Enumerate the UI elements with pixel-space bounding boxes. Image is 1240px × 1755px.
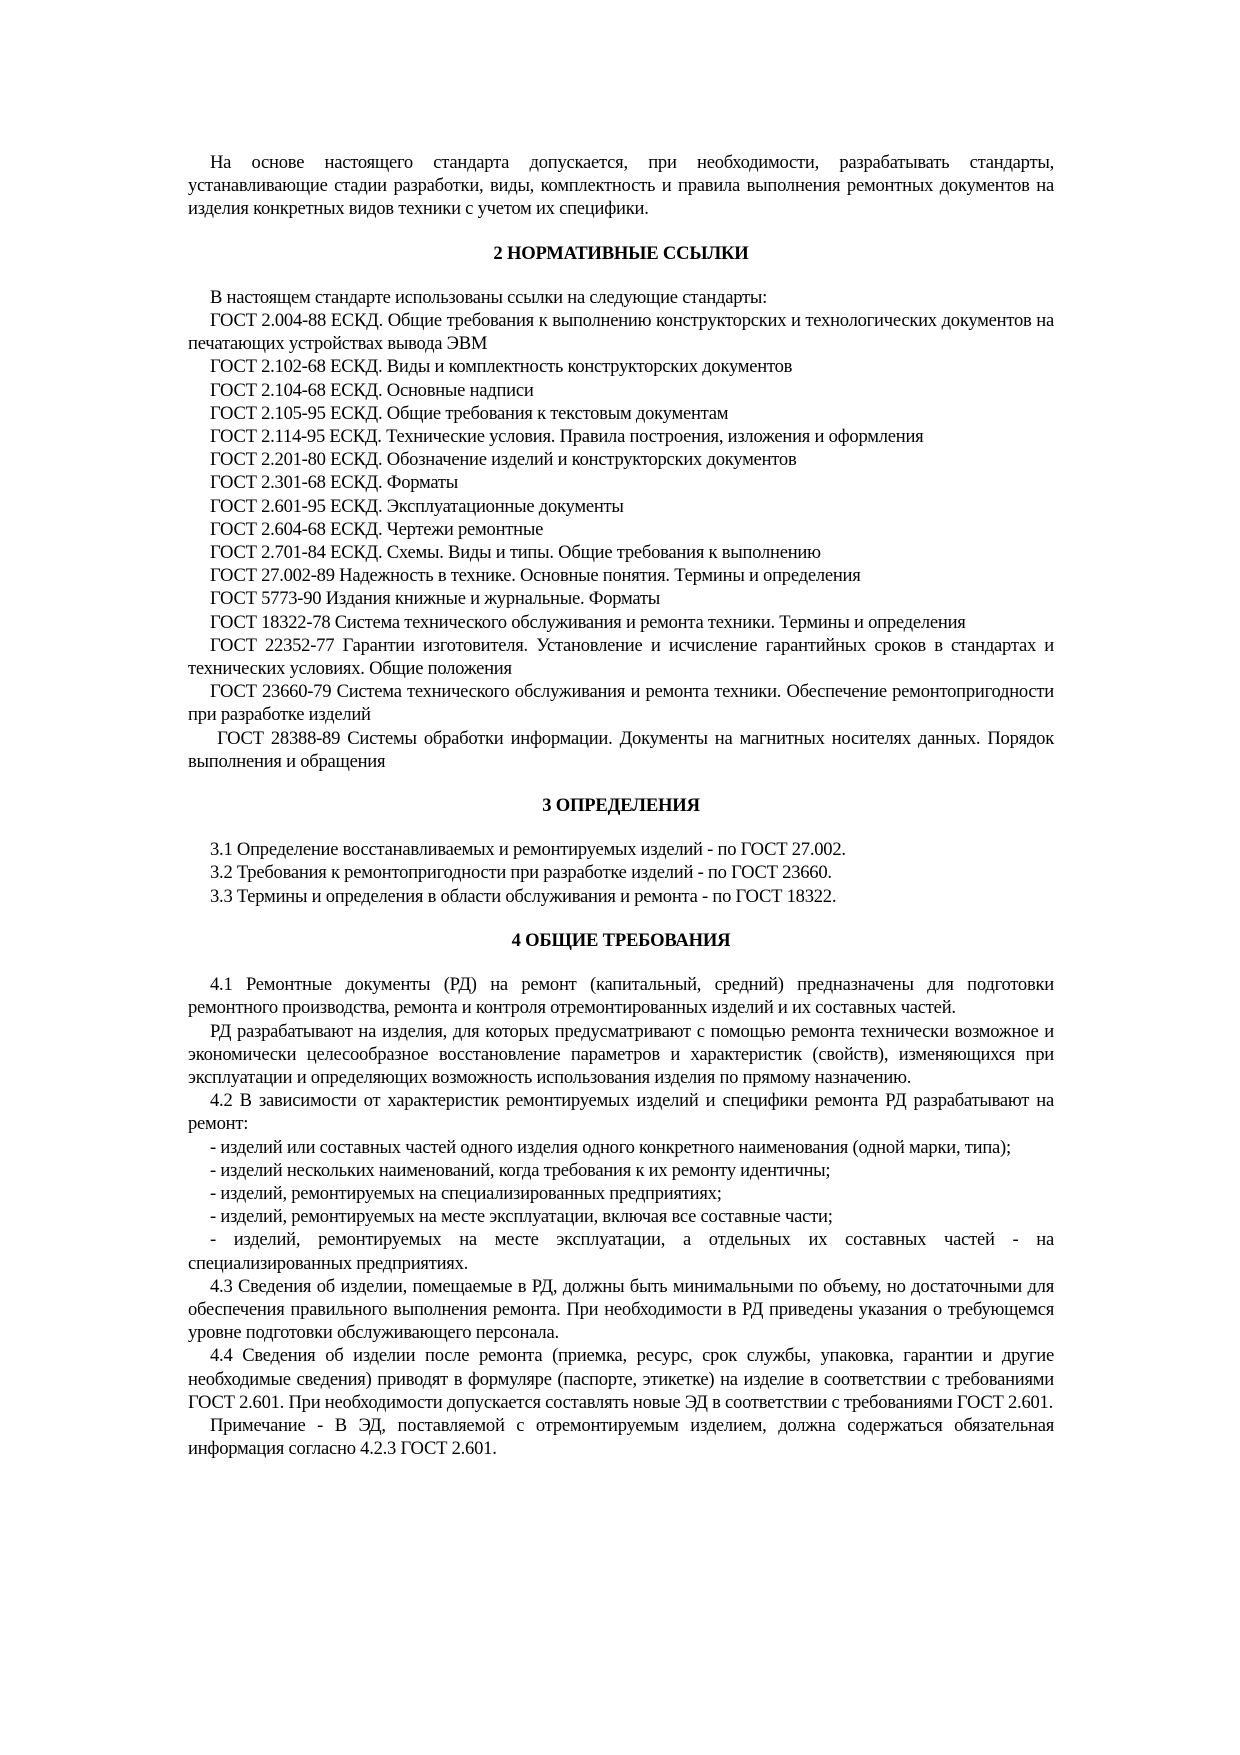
paragraph: ГОСТ 27.002-89 Надежность в технике. Основные понятия. Термины и определения <box>210 565 861 587</box>
paragraph: Примечание - В ЭД, поставляемой с отремонтируемым изделием, должна содержаться обязательная информация согласно 4.2.3 ГОСТ 2.601. <box>188 1414 1054 1460</box>
paragraph: 3.1 Определение восстанавливаемых и ремонтируемых изделий - по ГОСТ 27.002. <box>210 839 846 861</box>
paragraph: 4.1 Ремонтные документы (РД) на ремонт (капитальный, средний) предназначены для подготовки ремонтного производства, ремонта и контроля отремонтированных изделий и их составных частей. <box>188 974 1054 1019</box>
paragraph: ГОСТ 2.105-95 ЕСКД. Общие требования к текстовым документам <box>210 402 729 424</box>
paragraph: 4.3 Сведения об изделии, помещаемые в РД, должны быть минимальными по объему, но достаточными для обеспечения правильного выполнения ремонта. При необходимости в РД приведены указания о требующемся уровне подготовки обслуживающего персонала. <box>188 1275 1054 1344</box>
section-heading: 2 НОРМАТИВНЫЕ ССЫЛКИ <box>493 242 749 264</box>
section-heading: 3 ОПРЕДЕЛЕНИЯ <box>542 795 700 817</box>
paragraph: ГОСТ 2.102-68 ЕСКД. Виды и комплектность конструкторских документов <box>210 356 793 378</box>
section-heading: 4 ОБЩИЕ ТРЕБОВАНИЯ <box>511 929 731 951</box>
paragraph: - изделий, ремонтируемых на месте эксплуатации, включая все составные части; <box>210 1206 833 1228</box>
paragraph: ГОСТ 2.604-68 ЕСКД. Чертежи ремонтные <box>210 518 544 540</box>
paragraph: ГОСТ 18322-78 Система технического обслуживания и ремонта техники. Термины и определения <box>210 611 966 633</box>
paragraph: 3.2 Требования к ремонтопригодности при разработке изделий - по ГОСТ 23660. <box>210 862 832 884</box>
paragraph: - изделий или составных частей одного изделия одного конкретного наименования (одной марки, типа); <box>210 1136 1011 1158</box>
paragraph: 4.2 В зависимости от характеристик ремонтируемых изделий и специфики ремонта РД разрабатывают на ремонт: <box>188 1090 1054 1135</box>
paragraph: ГОСТ 22352-77 Гарантии изготовителя. Установление и исчисление гарантийных сроков в стандартах и технических условиях. Общие положения <box>188 634 1054 680</box>
paragraph: ГОСТ 2.004-88 ЕСКД. Общие требования к выполнению конструкторских и технологических документов на печатающих устройствах вывода ЭВМ <box>188 310 1054 355</box>
paragraph: ГОСТ 2.201-80 ЕСКД. Обозначение изделий и конструкторских документов <box>210 449 797 471</box>
paragraph: ГОСТ 2.601-95 ЕСКД. Эксплуатационные документы <box>210 495 624 517</box>
paragraph: ГОСТ 2.701-84 ЕСКД. Схемы. Виды и типы. Общие требования к выполнению <box>210 542 821 564</box>
paragraph: ГОСТ 2.104-68 ЕСКД. Основные надписи <box>210 379 534 401</box>
paragraph: ГОСТ 2.114-95 ЕСКД. Технические условия. Правила построения, изложения и оформления <box>210 426 924 448</box>
paragraph: - изделий, ремонтируемых на месте эксплуатации, а отдельных их составных частей - на специализированных предприятиях. <box>188 1229 1054 1274</box>
paragraph: РД разрабатывают на изделия, для которых предусматривают с помощью ремонта технически возможное и экономически целесообразное восстановление параметров и характеристик (свойств), изменяющихся при эксплуатации и определяющих возможность использования изделия по прямому назначению. <box>188 1020 1054 1088</box>
paragraph: 3.3 Термины и определения в области обслуживания и ремонта - по ГОСТ 18322. <box>210 885 837 907</box>
paragraph: ГОСТ 23660-79 Система технического обслуживания и ремонта техники. Обеспечение ремонтопригодности при разработке изделий <box>188 681 1054 726</box>
paragraph: 4.4 Сведения об изделии после ремонта (приемка, ресурс, срок службы, упаковка, гарантии и другие необходимые сведения) приводят в формуляре (паспорте, этикетке) на изделие в соответствии с требованиями ГОСТ 2.601. При необходимости допускается составлять новые ЭД в соответствии с требованиями ГОСТ 2.601. <box>188 1345 1054 1413</box>
document-page <box>188 151 1059 1460</box>
paragraph: - изделий, ремонтируемых на специализированных предприятиях; <box>210 1182 722 1204</box>
paragraph: ГОСТ 28388-89 Системы обработки информации. Документы на магнитных носителях данных. Порядок выполнения и обращения <box>188 727 1059 772</box>
paragraph: ГОСТ 2.301-68 ЕСКД. Форматы <box>210 472 459 494</box>
paragraph: ГОСТ 5773-90 Издания книжные и журнальные. Форматы <box>210 588 661 610</box>
paragraph: - изделий нескольких наименований, когда требования к их ремонту идентичны; <box>210 1159 831 1181</box>
paragraph: На основе настоящего стандарта допускается, при необходимости, разрабатывать стандарты, устанавливающие стадии разработки, виды, комплектность и правила выполнения ремонтных документов на изделия конкретных видов техники с учетом их специфики. <box>188 152 1054 220</box>
paragraph: В настоящем стандарте использованы ссылки на следующие стандарты: <box>210 286 768 308</box>
